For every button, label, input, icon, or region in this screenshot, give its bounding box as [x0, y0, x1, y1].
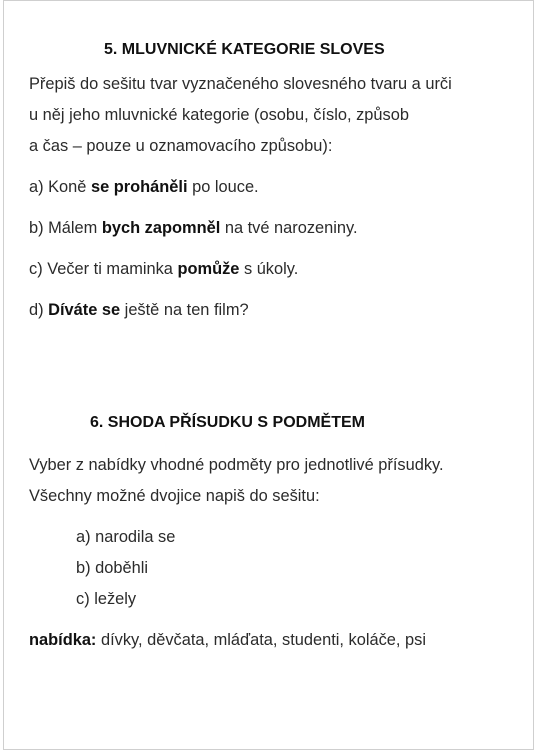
section-5-item-c: [29, 260, 298, 279]
item-prefix: b) Málem: [29, 219, 102, 237]
offer-label: nabídka:: [29, 631, 97, 649]
section-6-item-a: a) narodila se: [76, 528, 176, 546]
section-6-offer: [29, 631, 426, 650]
section-5-item-b: [29, 219, 358, 238]
item-suffix: po louce.: [187, 178, 259, 196]
section-5-instruction-line-3: a čas – pouze u oznamovacího způsobu):: [29, 137, 333, 155]
item-prefix: c) Večer ti maminka: [29, 260, 178, 278]
section-5-instruction-line-1: Přepiš do sešitu tvar vyznačeného slovesného tvaru a urči: [29, 75, 452, 93]
highlighted-verb: Díváte se: [48, 301, 121, 319]
item-suffix: na tvé narozeniny.: [220, 219, 358, 237]
section-5-item-a: [29, 178, 259, 197]
item-prefix: a) Koně: [29, 178, 91, 196]
section-6-title: 6. SHODA PŘÍSUDKU S PODMĚTEM: [90, 414, 365, 431]
section-6-instruction-line-1: Vyber z nabídky vhodné podměty pro jednotlivé přísudky.: [29, 456, 444, 474]
section-6-item-c: c) ležely: [76, 590, 137, 608]
highlighted-verb: pomůže: [177, 260, 240, 278]
item-suffix: s úkoly.: [239, 260, 299, 278]
item-suffix: ještě na ten film?: [120, 301, 249, 319]
section-6-instruction-line-2: Všechny možné dvojice napiš do sešitu:: [29, 487, 320, 505]
section-5-title: 5. MLUVNICKÉ KATEGORIE SLOVES: [104, 41, 385, 58]
section-5-item-d: [29, 301, 249, 320]
highlighted-verb: bych zapomněl: [101, 219, 221, 237]
section-5-instruction-line-2: u něj jeho mluvnické kategorie (osobu, číslo, způsob: [29, 106, 409, 124]
highlighted-verb: se proháněli: [90, 178, 188, 196]
offer-text: dívky, děvčata, mláďata, studenti, koláče, psi: [96, 631, 426, 649]
item-prefix: d): [29, 301, 49, 319]
section-6-item-b: b) doběhli: [76, 559, 148, 577]
